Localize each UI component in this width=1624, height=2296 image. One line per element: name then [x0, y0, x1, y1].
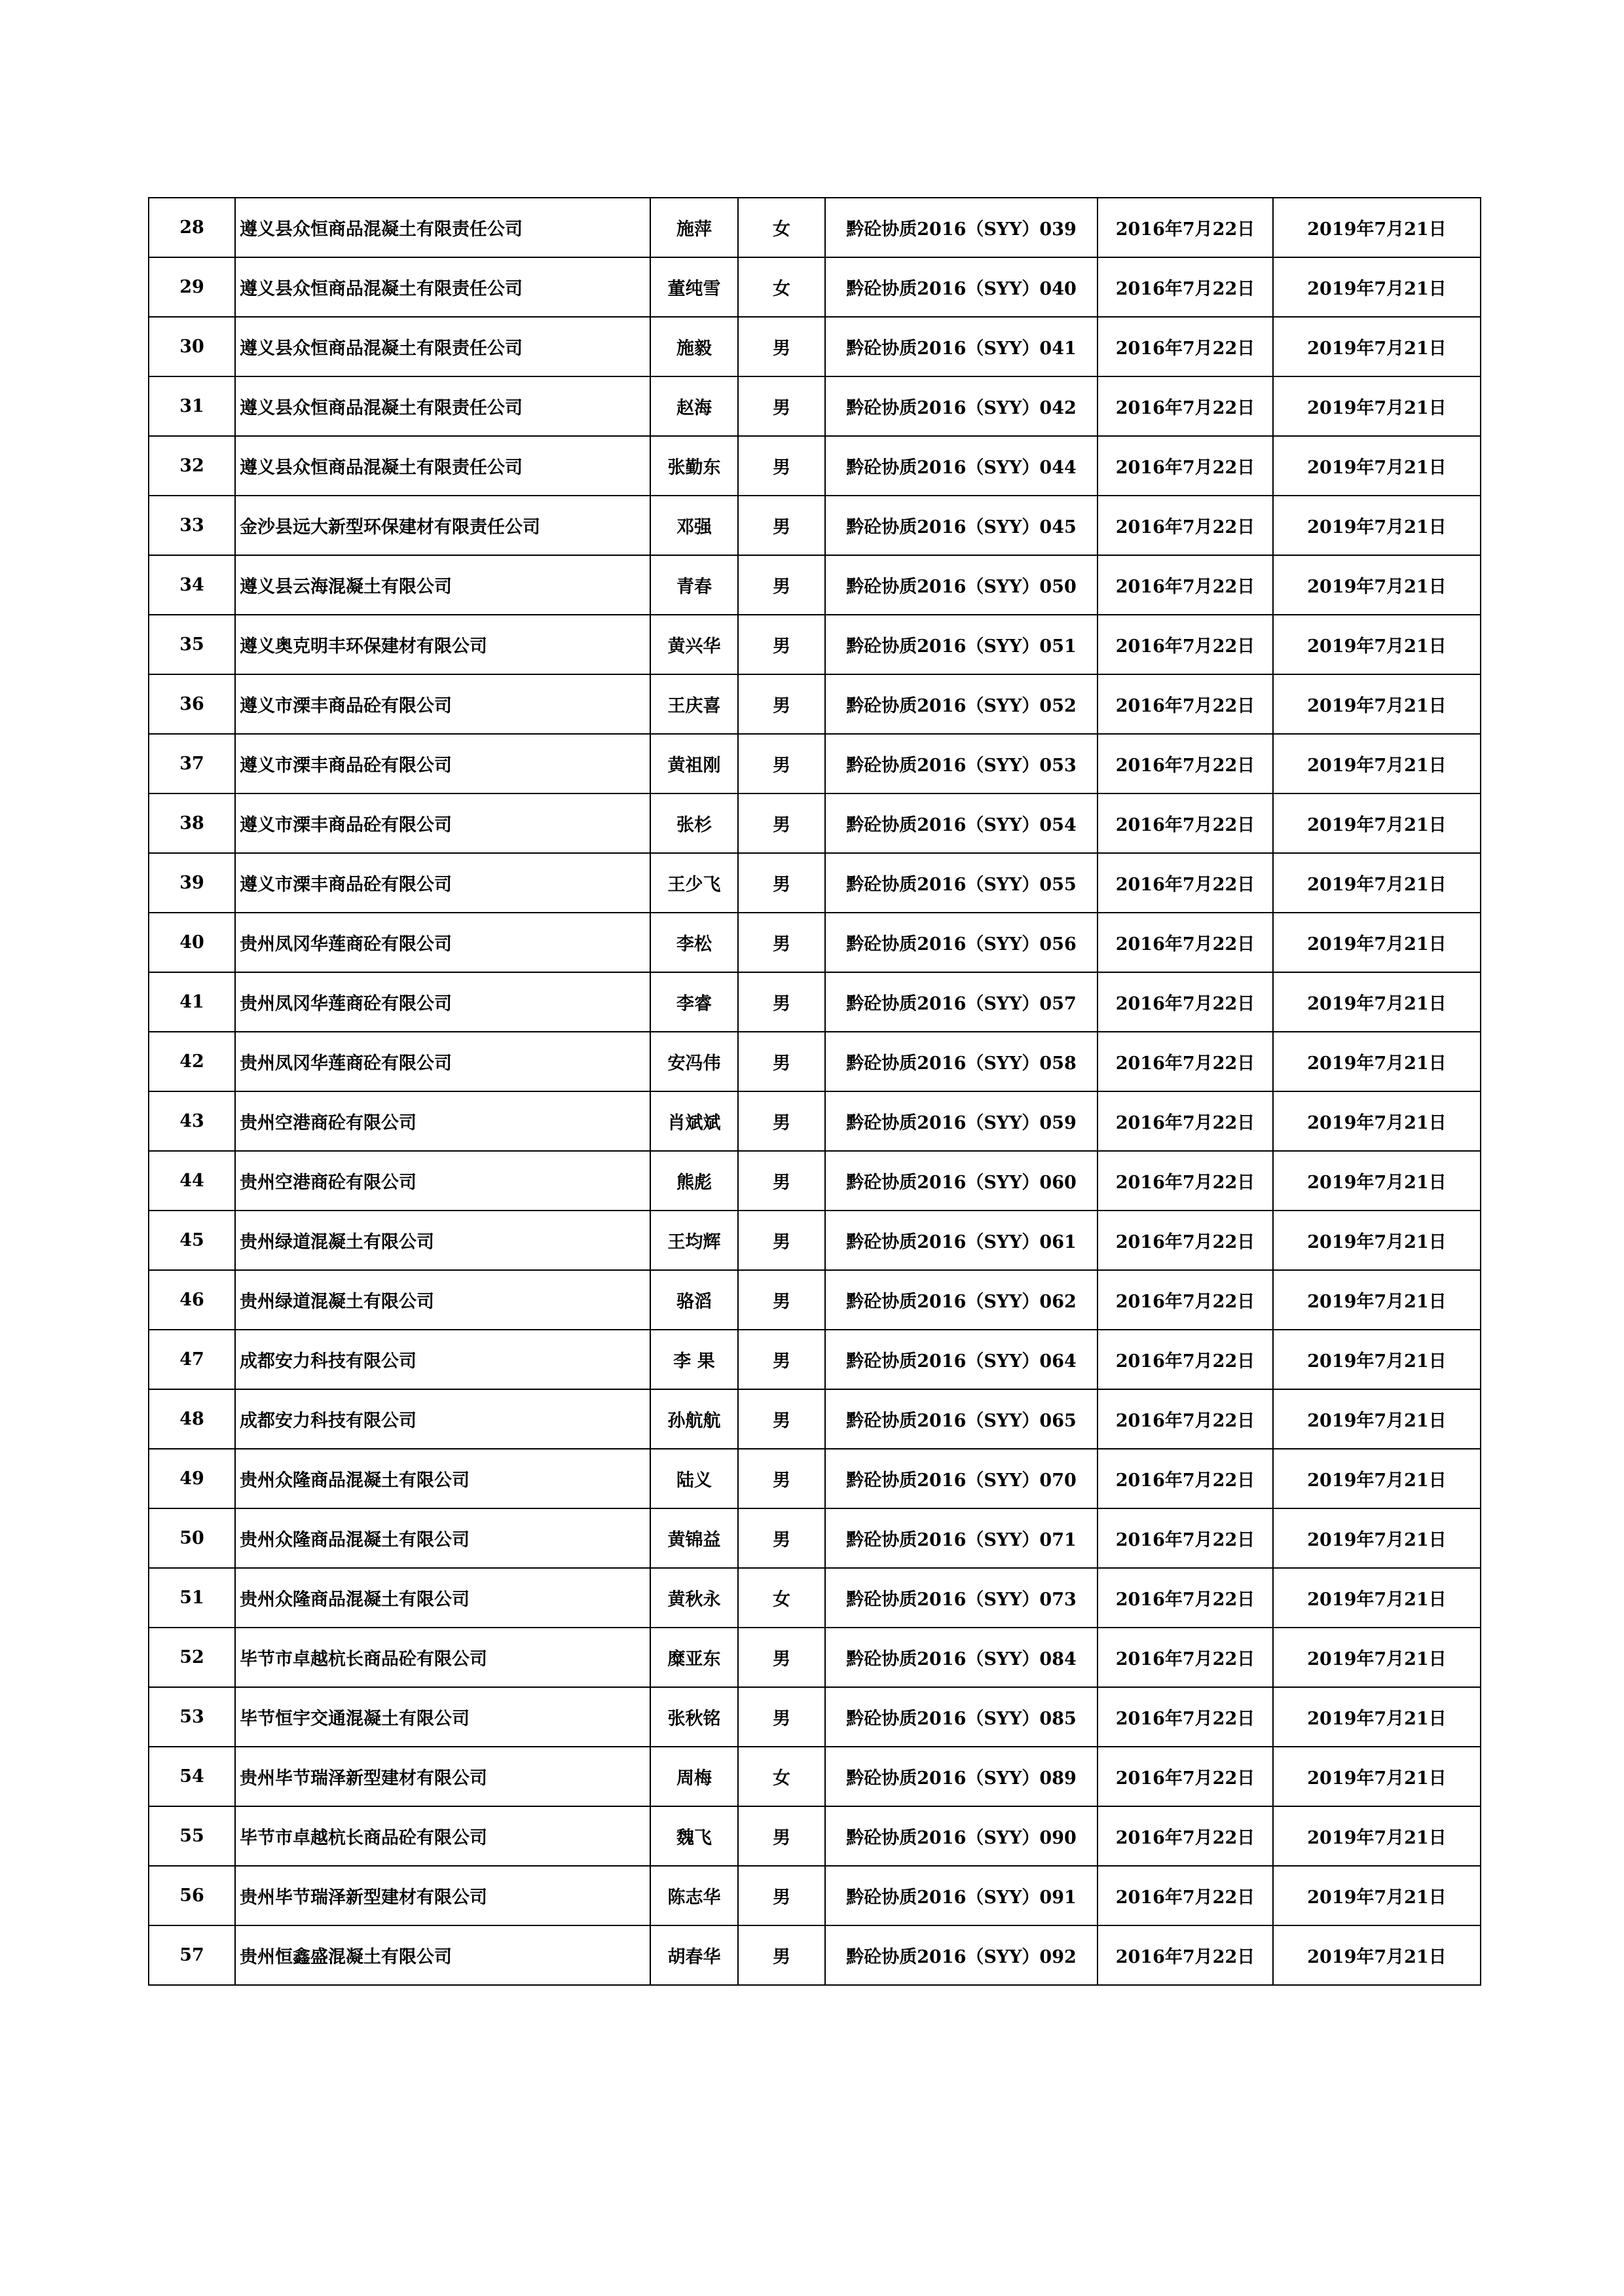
- issue-date-cell: 2016年7月22日: [1098, 1091, 1273, 1151]
- gender-cell: 男: [738, 1211, 825, 1270]
- name-cell: 黄锦益: [650, 1508, 738, 1568]
- row-number-cell: 52: [149, 1628, 235, 1687]
- gender-cell: 女: [738, 257, 825, 317]
- name-cell: 黄祖刚: [650, 734, 738, 793]
- expiry-date-cell: 2019年7月21日: [1273, 1568, 1481, 1628]
- certificate-number-cell: 黔砼协质2016（SYY）071: [825, 1508, 1098, 1568]
- row-number-cell: 38: [149, 793, 235, 853]
- table-row: [149, 615, 1481, 674]
- expiry-date-cell: 2019年7月21日: [1273, 853, 1481, 913]
- name-cell: 周梅: [650, 1747, 738, 1806]
- company-cell: 遵义市溧丰商品砼有限公司: [235, 734, 650, 793]
- certificate-number-cell: 黔砼协质2016（SYY）053: [825, 734, 1098, 793]
- table-row: [149, 972, 1481, 1032]
- row-number-cell: 34: [149, 555, 235, 615]
- certificate-number-cell: 黔砼协质2016（SYY）040: [825, 257, 1098, 317]
- row-number-cell: 28: [149, 198, 235, 257]
- expiry-date-cell: 2019年7月21日: [1273, 1628, 1481, 1687]
- issue-date-cell: 2016年7月22日: [1098, 1687, 1273, 1747]
- certificate-number-cell: 黔砼协质2016（SYY）062: [825, 1270, 1098, 1330]
- gender-cell: 女: [738, 198, 825, 257]
- company-cell: 毕节市卓越杭长商品砼有限公司: [235, 1806, 650, 1866]
- certificate-number-cell: 黔砼协质2016（SYY）054: [825, 793, 1098, 853]
- name-cell: 李 果: [650, 1330, 738, 1389]
- certificate-number-cell: 黔砼协质2016（SYY）045: [825, 496, 1098, 555]
- issue-date-cell: 2016年7月22日: [1098, 555, 1273, 615]
- company-cell: 贵州凤冈华莲商砼有限公司: [235, 913, 650, 972]
- gender-cell: 男: [738, 496, 825, 555]
- company-cell: 贵州毕节瑞泽新型建材有限公司: [235, 1747, 650, 1806]
- table-row: [149, 1568, 1481, 1628]
- gender-cell: 男: [738, 1151, 825, 1211]
- expiry-date-cell: 2019年7月21日: [1273, 1925, 1481, 1985]
- expiry-date-cell: 2019年7月21日: [1273, 1806, 1481, 1866]
- certificate-number-cell: 黔砼协质2016（SYY）085: [825, 1687, 1098, 1747]
- expiry-date-cell: 2019年7月21日: [1273, 257, 1481, 317]
- gender-cell: 男: [738, 1032, 825, 1091]
- row-number-cell: 36: [149, 674, 235, 734]
- issue-date-cell: 2016年7月22日: [1098, 913, 1273, 972]
- company-cell: 遵义市溧丰商品砼有限公司: [235, 674, 650, 734]
- certificate-number-cell: 黔砼协质2016（SYY）061: [825, 1211, 1098, 1270]
- name-cell: 糜亚东: [650, 1628, 738, 1687]
- certificate-number-cell: 黔砼协质2016（SYY）041: [825, 317, 1098, 376]
- name-cell: 邓强: [650, 496, 738, 555]
- issue-date-cell: 2016年7月22日: [1098, 1508, 1273, 1568]
- table-row: [149, 257, 1481, 317]
- table-row: [149, 853, 1481, 913]
- certificate-number-cell: 黔砼协质2016（SYY）089: [825, 1747, 1098, 1806]
- row-number-cell: 55: [149, 1806, 235, 1866]
- issue-date-cell: 2016年7月22日: [1098, 615, 1273, 674]
- issue-date-cell: 2016年7月22日: [1098, 793, 1273, 853]
- table-row: [149, 1628, 1481, 1687]
- company-cell: 贵州绿道混凝土有限公司: [235, 1270, 650, 1330]
- expiry-date-cell: 2019年7月21日: [1273, 1687, 1481, 1747]
- company-cell: 贵州凤冈华莲商砼有限公司: [235, 1032, 650, 1091]
- table-body: [149, 198, 1481, 1985]
- issue-date-cell: 2016年7月22日: [1098, 496, 1273, 555]
- gender-cell: 女: [738, 1747, 825, 1806]
- expiry-date-cell: 2019年7月21日: [1273, 1389, 1481, 1449]
- row-number-cell: 32: [149, 436, 235, 496]
- gender-cell: 男: [738, 734, 825, 793]
- issue-date-cell: 2016年7月22日: [1098, 1032, 1273, 1091]
- certificate-number-cell: 黔砼协质2016（SYY）058: [825, 1032, 1098, 1091]
- expiry-date-cell: 2019年7月21日: [1273, 317, 1481, 376]
- name-cell: 张杉: [650, 793, 738, 853]
- name-cell: 陈志华: [650, 1866, 738, 1925]
- company-cell: 遵义县众恒商品混凝土有限责任公司: [235, 376, 650, 436]
- row-number-cell: 54: [149, 1747, 235, 1806]
- company-cell: 遵义县众恒商品混凝土有限责任公司: [235, 257, 650, 317]
- issue-date-cell: 2016年7月22日: [1098, 376, 1273, 436]
- certificate-number-cell: 黔砼协质2016（SYY）064: [825, 1330, 1098, 1389]
- certificate-number-cell: 黔砼协质2016（SYY）091: [825, 1866, 1098, 1925]
- company-cell: 遵义县众恒商品混凝土有限责任公司: [235, 436, 650, 496]
- company-cell: 贵州空港商砼有限公司: [235, 1151, 650, 1211]
- certificate-number-cell: 黔砼协质2016（SYY）051: [825, 615, 1098, 674]
- expiry-date-cell: 2019年7月21日: [1273, 1091, 1481, 1151]
- company-cell: 成都安力科技有限公司: [235, 1389, 650, 1449]
- name-cell: 陆义: [650, 1449, 738, 1508]
- table-row: [149, 1508, 1481, 1568]
- name-cell: 熊彪: [650, 1151, 738, 1211]
- gender-cell: 男: [738, 1925, 825, 1985]
- gender-cell: 男: [738, 615, 825, 674]
- issue-date-cell: 2016年7月22日: [1098, 198, 1273, 257]
- table-row: [149, 1330, 1481, 1389]
- company-cell: 成都安力科技有限公司: [235, 1330, 650, 1389]
- gender-cell: 男: [738, 972, 825, 1032]
- name-cell: 魏飞: [650, 1806, 738, 1866]
- gender-cell: 男: [738, 436, 825, 496]
- name-cell: 王少飞: [650, 853, 738, 913]
- expiry-date-cell: 2019年7月21日: [1273, 1270, 1481, 1330]
- name-cell: 王均辉: [650, 1211, 738, 1270]
- name-cell: 施萍: [650, 198, 738, 257]
- name-cell: 骆滔: [650, 1270, 738, 1330]
- table-row: [149, 1687, 1481, 1747]
- row-number-cell: 46: [149, 1270, 235, 1330]
- expiry-date-cell: 2019年7月21日: [1273, 496, 1481, 555]
- expiry-date-cell: 2019年7月21日: [1273, 913, 1481, 972]
- table-row: [149, 555, 1481, 615]
- row-number-cell: 51: [149, 1568, 235, 1628]
- row-number-cell: 41: [149, 972, 235, 1032]
- name-cell: 张勤东: [650, 436, 738, 496]
- table-row: [149, 1270, 1481, 1330]
- expiry-date-cell: 2019年7月21日: [1273, 1449, 1481, 1508]
- certificate-number-cell: 黔砼协质2016（SYY）056: [825, 913, 1098, 972]
- table-row: [149, 1449, 1481, 1508]
- certificate-number-cell: 黔砼协质2016（SYY）092: [825, 1925, 1098, 1985]
- expiry-date-cell: 2019年7月21日: [1273, 1508, 1481, 1568]
- gender-cell: 男: [738, 1687, 825, 1747]
- row-number-cell: 39: [149, 853, 235, 913]
- name-cell: 黄秋永: [650, 1568, 738, 1628]
- name-cell: 青春: [650, 555, 738, 615]
- table-row: [149, 1151, 1481, 1211]
- issue-date-cell: 2016年7月22日: [1098, 1151, 1273, 1211]
- issue-date-cell: 2016年7月22日: [1098, 674, 1273, 734]
- certificate-number-cell: 黔砼协质2016（SYY）044: [825, 436, 1098, 496]
- gender-cell: 男: [738, 555, 825, 615]
- expiry-date-cell: 2019年7月21日: [1273, 376, 1481, 436]
- certificate-number-cell: 黔砼协质2016（SYY）073: [825, 1568, 1098, 1628]
- table-row: [149, 793, 1481, 853]
- company-cell: 遵义县众恒商品混凝土有限责任公司: [235, 317, 650, 376]
- issue-date-cell: 2016年7月22日: [1098, 257, 1273, 317]
- table-row: [149, 1866, 1481, 1925]
- certificate-number-cell: 黔砼协质2016（SYY）052: [825, 674, 1098, 734]
- row-number-cell: 30: [149, 317, 235, 376]
- company-cell: 毕节市卓越杭长商品砼有限公司: [235, 1628, 650, 1687]
- name-cell: 胡春华: [650, 1925, 738, 1985]
- company-cell: 贵州空港商砼有限公司: [235, 1091, 650, 1151]
- expiry-date-cell: 2019年7月21日: [1273, 1330, 1481, 1389]
- expiry-date-cell: 2019年7月21日: [1273, 615, 1481, 674]
- name-cell: 李睿: [650, 972, 738, 1032]
- issue-date-cell: 2016年7月22日: [1098, 1449, 1273, 1508]
- company-cell: 贵州凤冈华莲商砼有限公司: [235, 972, 650, 1032]
- gender-cell: 男: [738, 1628, 825, 1687]
- table-row: [149, 376, 1481, 436]
- table-row: [149, 913, 1481, 972]
- company-cell: 遵义奥克明丰环保建材有限公司: [235, 615, 650, 674]
- table-row: [149, 734, 1481, 793]
- row-number-cell: 49: [149, 1449, 235, 1508]
- issue-date-cell: 2016年7月22日: [1098, 1568, 1273, 1628]
- row-number-cell: 43: [149, 1091, 235, 1151]
- company-cell: 遵义市溧丰商品砼有限公司: [235, 793, 650, 853]
- company-cell: 毕节恒宇交通混凝土有限公司: [235, 1687, 650, 1747]
- issue-date-cell: 2016年7月22日: [1098, 1389, 1273, 1449]
- table-row: [149, 1211, 1481, 1270]
- gender-cell: 男: [738, 317, 825, 376]
- issue-date-cell: 2016年7月22日: [1098, 1270, 1273, 1330]
- table-row: [149, 1747, 1481, 1806]
- issue-date-cell: 2016年7月22日: [1098, 734, 1273, 793]
- certificate-number-cell: 黔砼协质2016（SYY）059: [825, 1091, 1098, 1151]
- gender-cell: 男: [738, 1866, 825, 1925]
- expiry-date-cell: 2019年7月21日: [1273, 555, 1481, 615]
- company-cell: 遵义县众恒商品混凝土有限责任公司: [235, 198, 650, 257]
- name-cell: 王庆喜: [650, 674, 738, 734]
- issue-date-cell: 2016年7月22日: [1098, 1806, 1273, 1866]
- gender-cell: 男: [738, 1091, 825, 1151]
- gender-cell: 男: [738, 853, 825, 913]
- table-row: [149, 1032, 1481, 1091]
- table-row: [149, 1091, 1481, 1151]
- issue-date-cell: 2016年7月22日: [1098, 853, 1273, 913]
- row-number-cell: 40: [149, 913, 235, 972]
- row-number-cell: 42: [149, 1032, 235, 1091]
- row-number-cell: 47: [149, 1330, 235, 1389]
- table-row: [149, 198, 1481, 257]
- name-cell: 孙航航: [650, 1389, 738, 1449]
- table-row: [149, 674, 1481, 734]
- company-cell: 贵州众隆商品混凝土有限公司: [235, 1449, 650, 1508]
- certificate-number-cell: 黔砼协质2016（SYY）050: [825, 555, 1098, 615]
- row-number-cell: 56: [149, 1866, 235, 1925]
- expiry-date-cell: 2019年7月21日: [1273, 1866, 1481, 1925]
- expiry-date-cell: 2019年7月21日: [1273, 1747, 1481, 1806]
- certificate-number-cell: 黔砼协质2016（SYY）060: [825, 1151, 1098, 1211]
- issue-date-cell: 2016年7月22日: [1098, 1211, 1273, 1270]
- name-cell: 董纯雪: [650, 257, 738, 317]
- gender-cell: 男: [738, 793, 825, 853]
- expiry-date-cell: 2019年7月21日: [1273, 1211, 1481, 1270]
- certificate-number-cell: 黔砼协质2016（SYY）084: [825, 1628, 1098, 1687]
- row-number-cell: 57: [149, 1925, 235, 1985]
- name-cell: 肖斌斌: [650, 1091, 738, 1151]
- issue-date-cell: 2016年7月22日: [1098, 317, 1273, 376]
- name-cell: 安冯伟: [650, 1032, 738, 1091]
- row-number-cell: 44: [149, 1151, 235, 1211]
- row-number-cell: 31: [149, 376, 235, 436]
- row-number-cell: 50: [149, 1508, 235, 1568]
- gender-cell: 男: [738, 1806, 825, 1866]
- gender-cell: 男: [738, 1508, 825, 1568]
- name-cell: 赵海: [650, 376, 738, 436]
- expiry-date-cell: 2019年7月21日: [1273, 436, 1481, 496]
- expiry-date-cell: 2019年7月21日: [1273, 1032, 1481, 1091]
- gender-cell: 男: [738, 1270, 825, 1330]
- name-cell: 李松: [650, 913, 738, 972]
- certificate-number-cell: 黔砼协质2016（SYY）039: [825, 198, 1098, 257]
- issue-date-cell: 2016年7月22日: [1098, 1628, 1273, 1687]
- gender-cell: 男: [738, 674, 825, 734]
- expiry-date-cell: 2019年7月21日: [1273, 734, 1481, 793]
- row-number-cell: 48: [149, 1389, 235, 1449]
- certificate-number-cell: 黔砼协质2016（SYY）055: [825, 853, 1098, 913]
- row-number-cell: 33: [149, 496, 235, 555]
- table-row: [149, 496, 1481, 555]
- row-number-cell: 37: [149, 734, 235, 793]
- certificate-table: [148, 197, 1481, 1986]
- gender-cell: 男: [738, 913, 825, 972]
- gender-cell: 男: [738, 1389, 825, 1449]
- expiry-date-cell: 2019年7月21日: [1273, 793, 1481, 853]
- certificate-number-cell: 黔砼协质2016（SYY）065: [825, 1389, 1098, 1449]
- gender-cell: 男: [738, 1449, 825, 1508]
- row-number-cell: 35: [149, 615, 235, 674]
- expiry-date-cell: 2019年7月21日: [1273, 1151, 1481, 1211]
- issue-date-cell: 2016年7月22日: [1098, 1330, 1273, 1389]
- name-cell: 施毅: [650, 317, 738, 376]
- table-row: [149, 436, 1481, 496]
- certificate-number-cell: 黔砼协质2016（SYY）042: [825, 376, 1098, 436]
- company-cell: 贵州众隆商品混凝土有限公司: [235, 1508, 650, 1568]
- table-row: [149, 1806, 1481, 1866]
- expiry-date-cell: 2019年7月21日: [1273, 198, 1481, 257]
- issue-date-cell: 2016年7月22日: [1098, 1747, 1273, 1806]
- table-row: [149, 317, 1481, 376]
- name-cell: 张秋铭: [650, 1687, 738, 1747]
- certificate-number-cell: 黔砼协质2016（SYY）090: [825, 1806, 1098, 1866]
- row-number-cell: 53: [149, 1687, 235, 1747]
- company-cell: 贵州恒鑫盛混凝土有限公司: [235, 1925, 650, 1985]
- expiry-date-cell: 2019年7月21日: [1273, 972, 1481, 1032]
- company-cell: 贵州绿道混凝土有限公司: [235, 1211, 650, 1270]
- company-cell: 遵义县云海混凝土有限公司: [235, 555, 650, 615]
- certificate-number-cell: 黔砼协质2016（SYY）070: [825, 1449, 1098, 1508]
- company-cell: 遵义市溧丰商品砼有限公司: [235, 853, 650, 913]
- row-number-cell: 45: [149, 1211, 235, 1270]
- issue-date-cell: 2016年7月22日: [1098, 972, 1273, 1032]
- company-cell: 金沙县远大新型环保建材有限责任公司: [235, 496, 650, 555]
- table-row: [149, 1925, 1481, 1985]
- gender-cell: 男: [738, 376, 825, 436]
- name-cell: 黄兴华: [650, 615, 738, 674]
- issue-date-cell: 2016年7月22日: [1098, 1925, 1273, 1985]
- gender-cell: 女: [738, 1568, 825, 1628]
- issue-date-cell: 2016年7月22日: [1098, 1866, 1273, 1925]
- table-row: [149, 1389, 1481, 1449]
- row-number-cell: 29: [149, 257, 235, 317]
- company-cell: 贵州毕节瑞泽新型建材有限公司: [235, 1866, 650, 1925]
- certificate-number-cell: 黔砼协质2016（SYY）057: [825, 972, 1098, 1032]
- gender-cell: 男: [738, 1330, 825, 1389]
- issue-date-cell: 2016年7月22日: [1098, 436, 1273, 496]
- company-cell: 贵州众隆商品混凝土有限公司: [235, 1568, 650, 1628]
- expiry-date-cell: 2019年7月21日: [1273, 674, 1481, 734]
